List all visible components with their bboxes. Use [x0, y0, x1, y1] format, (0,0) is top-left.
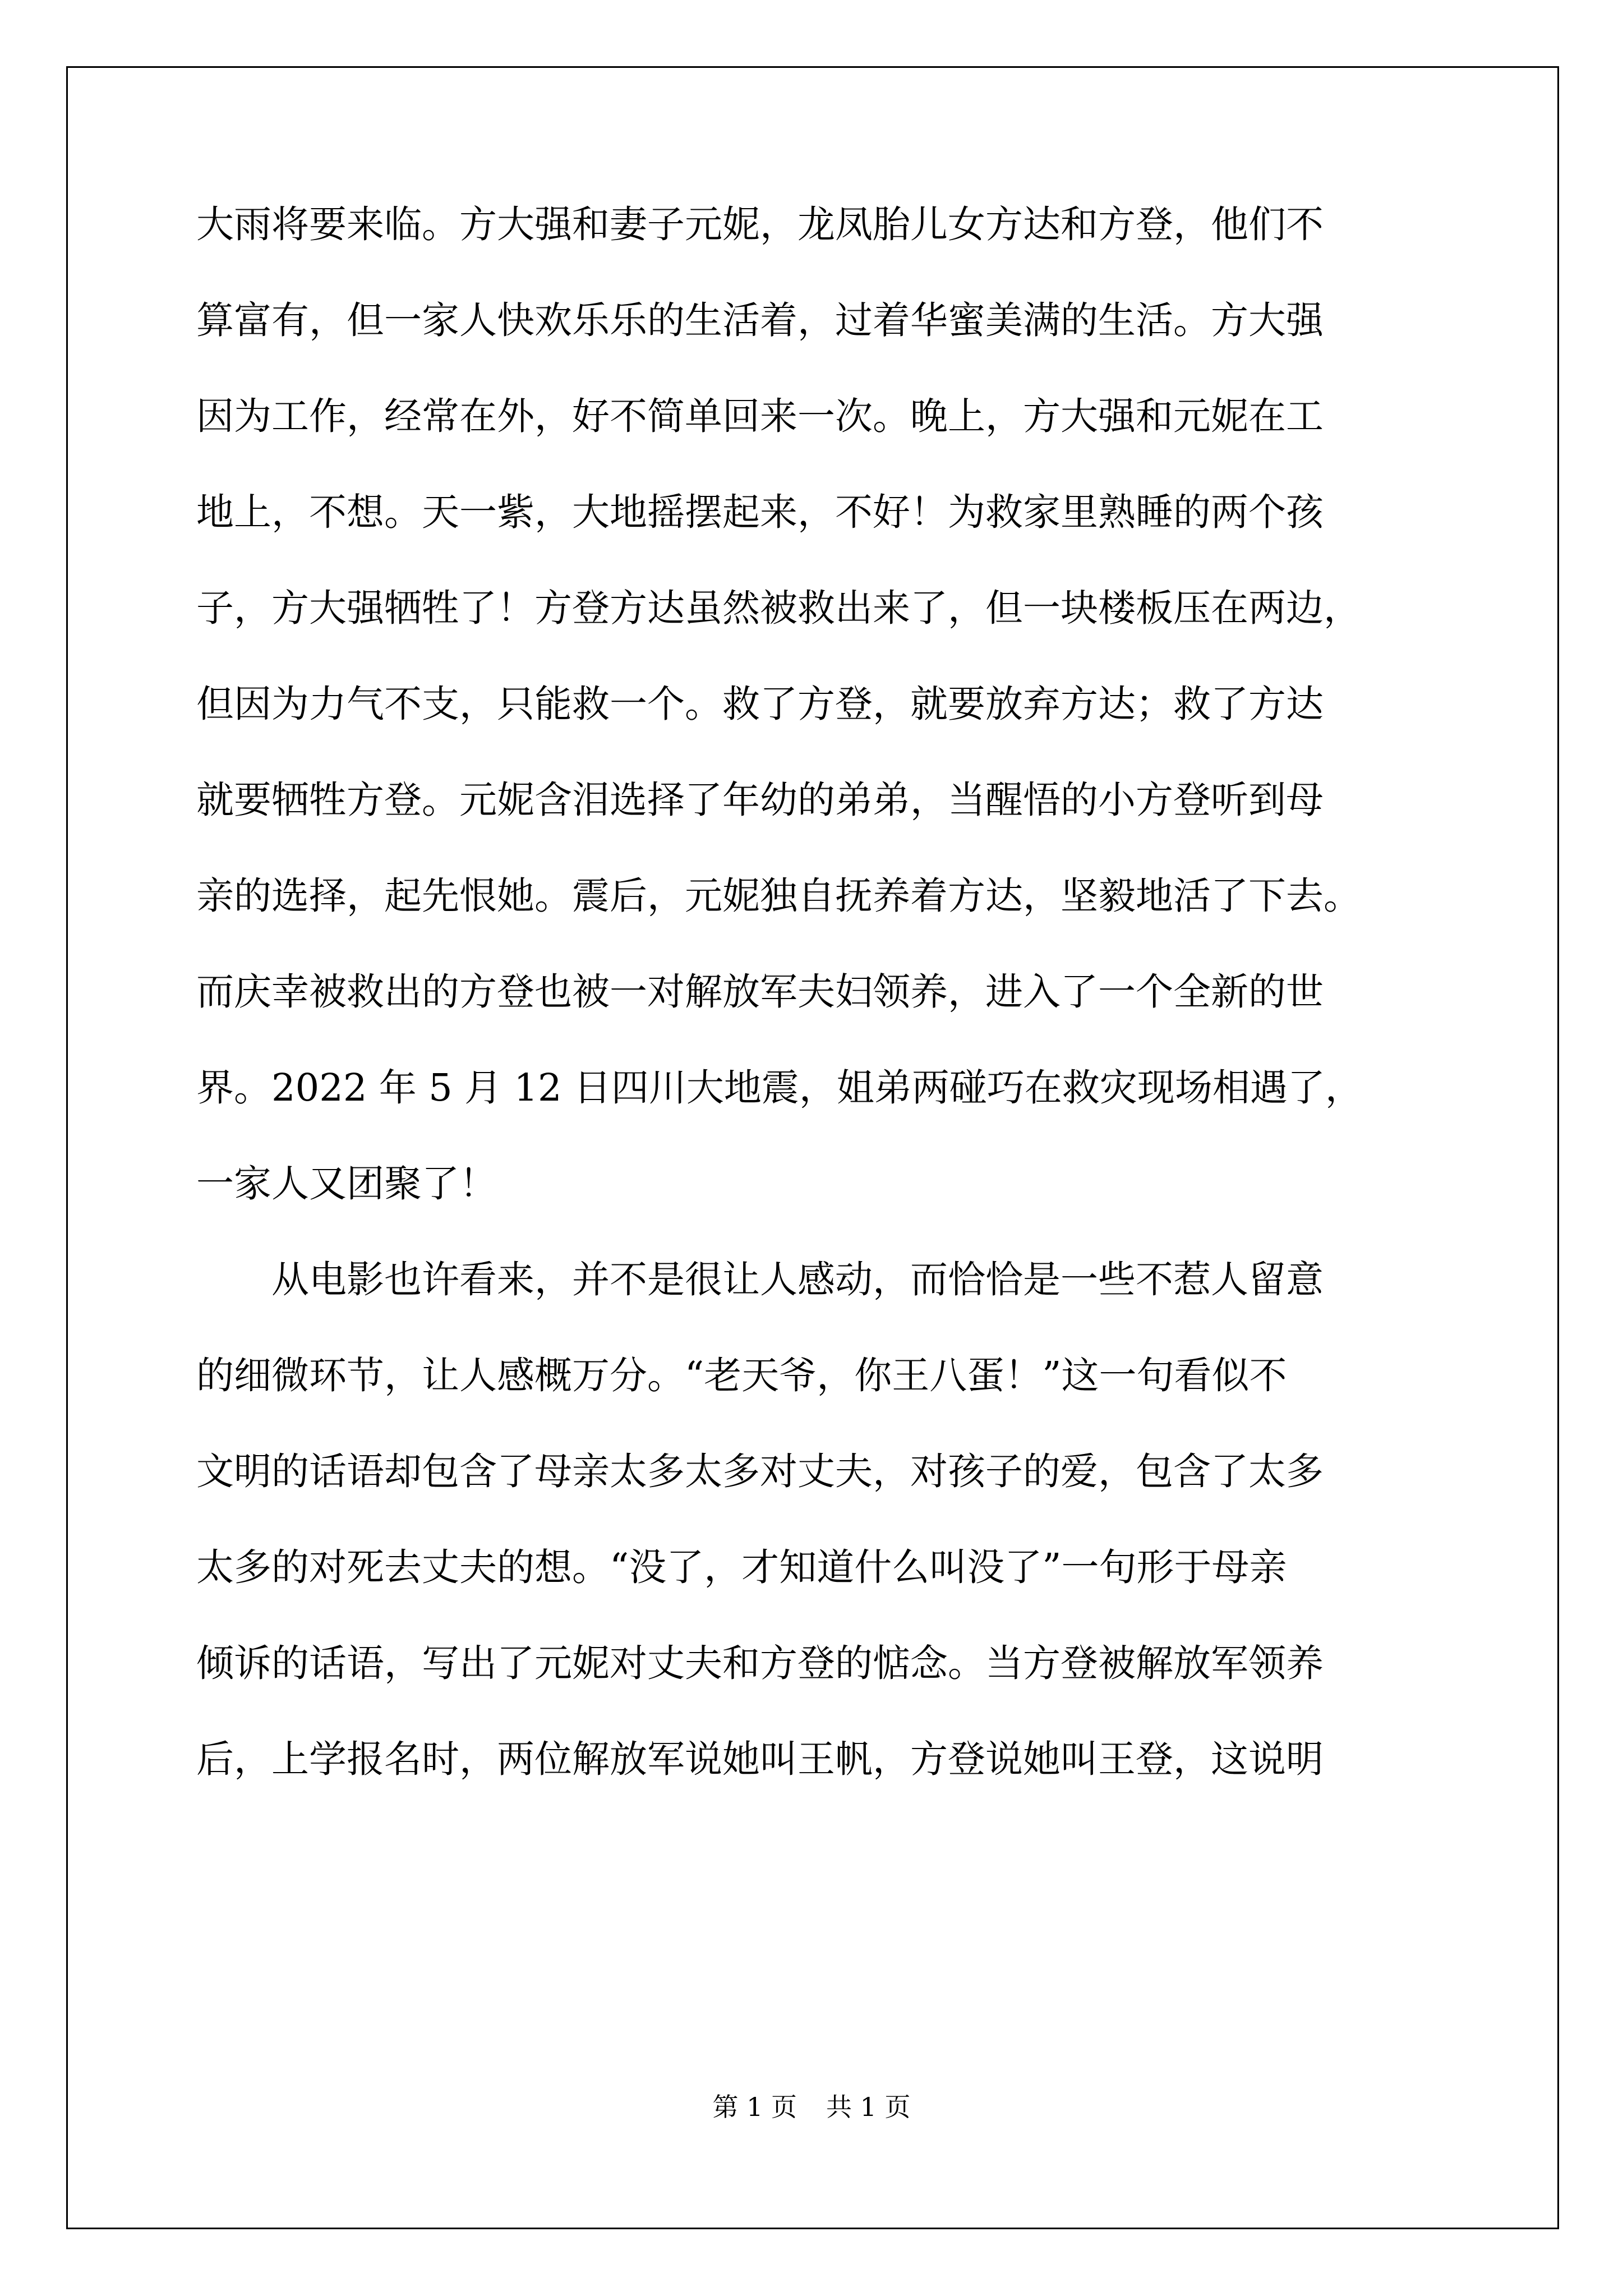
text-line: 算富有，但一家人快欢乐乐的生活着，过着华蜜美满的生活。方大强 [196, 298, 1324, 342]
paragraph-start-line: 从电影也许看来，并不是很让人感动，而恰恰是一些不惹人留意 [271, 1258, 1324, 1301]
text-line: 太多的对死去丈夫的想。“没了，才知道什么叫没了”一句形于母亲 [196, 1545, 1287, 1589]
text-line: 就要牺牲方登。元妮含泪选择了年幼的弟弟，当醒悟的小方登听到母 [196, 778, 1324, 822]
text-line: 因为工作，经常在外，好不简单回来一次。晚上，方大强和元妮在工 [196, 394, 1324, 438]
text-line: 子，方大强牺牲了！方登方达虽然被救出来了，但一块楼板压在两边， [196, 586, 1361, 630]
text-line: 但因为力气不支，只能救一个。救了方登，就要放弃方达；救了方达 [196, 682, 1324, 726]
page-footer [0, 2087, 1623, 2124]
text-line: 界。2022 年 5 月 12 日四川大地震，姐弟两碰巧在救灾现场相遇了， [196, 1066, 1363, 1110]
text-line: 的细微环节，让人感概万分。“老天爷，你王八蛋！”这一句看似不 [196, 1354, 1287, 1397]
text-line: 文明的话语却包含了母亲太多太多对丈夫，对孩子的爱，包含了太多 [196, 1450, 1324, 1493]
text-line: 大雨将要来临。方大强和妻子元妮，龙凤胎儿女方达和方登，他们不 [196, 203, 1324, 246]
text-line: 亲的选择，起先恨她。震后，元妮独自抚养着方达，坚毅地活了下去。 [196, 874, 1361, 918]
text-line: 后，上学报名时，两位解放军说她叫王帆，方登说她叫王登，这说明 [196, 1737, 1324, 1781]
page-number: 第 1 页 [712, 2092, 797, 2122]
text-line: 一家人又团聚了！ [196, 1162, 497, 1205]
page-total: 共 1 页 [826, 2092, 911, 2122]
text-line: 倾诉的话语，写出了元妮对丈夫和方登的惦念。当方登被解放军领养 [196, 1641, 1324, 1685]
document-body [196, 196, 1441, 1827]
text-line: 地上，不想。天一紫，大地摇摆起来，不好！为救家里熟睡的两个孩 [196, 490, 1324, 534]
text-line: 而庆幸被救出的方登也被一对解放军夫妇领养，进入了一个全新的世 [196, 970, 1324, 1014]
